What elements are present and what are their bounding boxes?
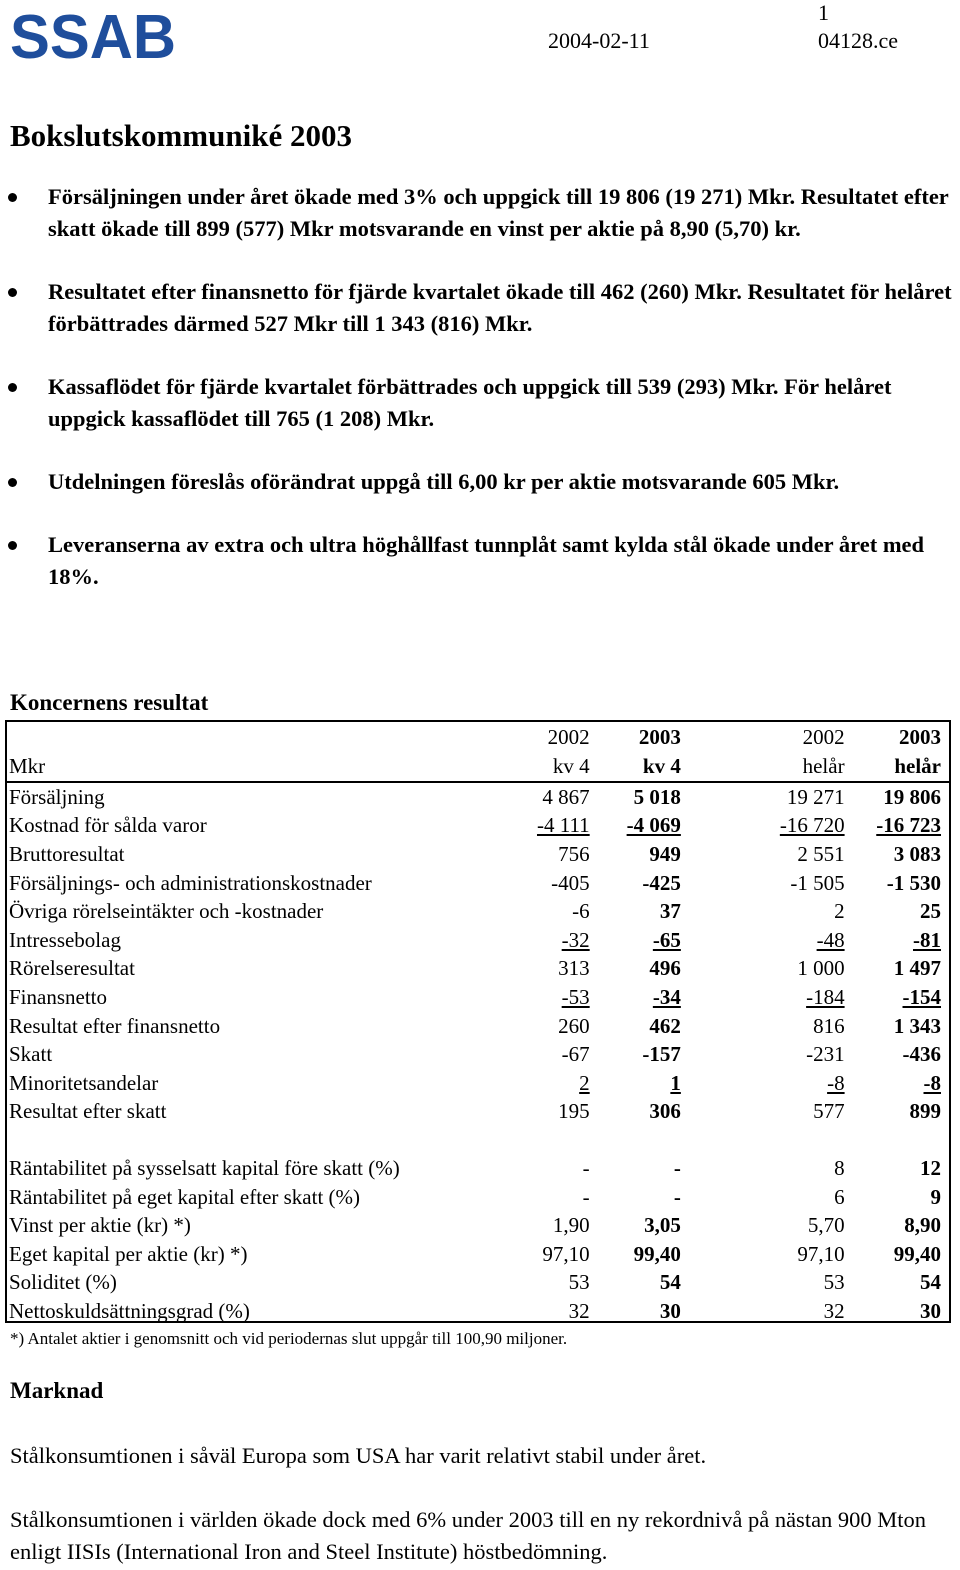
value-text: 12	[920, 1156, 941, 1181]
value-text: -32	[561, 927, 590, 952]
row-label-text: Soliditet (%)	[9, 1270, 117, 1295]
value-cell	[598, 1240, 689, 1269]
value-text: 949	[649, 842, 681, 867]
value-cell	[689, 1268, 853, 1297]
table-row	[7, 840, 949, 869]
value-cell	[853, 1182, 949, 1211]
value-cell	[496, 1069, 598, 1098]
row-label	[7, 782, 496, 812]
row-label-text: Finansnetto	[9, 985, 107, 1010]
value-cell	[496, 1040, 598, 1069]
value-text: -	[582, 1184, 590, 1209]
value-text: -48	[816, 927, 845, 952]
document-date: 2004-02-11	[548, 28, 650, 53]
ssab-logo	[10, 6, 178, 64]
value-cell	[853, 1268, 949, 1297]
header-cell: kv 4	[496, 752, 598, 782]
table-header-row	[7, 752, 949, 782]
header-cell: helår	[689, 752, 853, 782]
value-text: 37	[659, 899, 681, 924]
header-cell: kv 4	[598, 752, 689, 782]
highlight-item: Kassaflödet för fjärde kvartalet förbättrades och uppgick till 539 (293) Mkr. För helåret uppgick kassaflödet till 765 (1 208) Mkr.	[0, 371, 960, 435]
value-cell	[689, 782, 853, 812]
value-cell	[853, 1040, 949, 1069]
value-text: -154	[902, 985, 941, 1010]
row-label	[7, 1097, 496, 1126]
value-text: -34	[652, 985, 681, 1010]
table-row	[7, 1011, 949, 1040]
table-spacer-row	[7, 1126, 949, 1154]
value-text: 306	[649, 1099, 681, 1124]
value-text: 53	[568, 1270, 590, 1295]
value-cell	[598, 1211, 689, 1240]
row-label	[7, 1011, 496, 1040]
value-cell	[496, 1240, 598, 1269]
value-text: 5 018	[633, 784, 681, 809]
value-cell	[598, 811, 689, 840]
value-cell	[496, 811, 598, 840]
row-label	[7, 983, 496, 1012]
table-row	[7, 1240, 949, 1269]
value-text: -425	[642, 870, 681, 895]
table-row	[7, 782, 949, 812]
value-text: 3 083	[893, 842, 941, 867]
value-text: -184	[806, 985, 845, 1010]
value-cell	[598, 1268, 689, 1297]
value-cell	[598, 1011, 689, 1040]
table-row	[7, 897, 949, 926]
market-heading: Marknad	[10, 1378, 104, 1403]
value-cell	[689, 868, 853, 897]
value-text: 899	[909, 1099, 941, 1124]
value-text: 19 806	[883, 784, 941, 809]
value-cell	[598, 954, 689, 983]
header-cell: 2003	[638, 725, 681, 749]
value-text: 9	[930, 1184, 941, 1209]
results-table-box	[5, 720, 951, 1323]
row-label-text: Kostnad för sålda varor	[9, 813, 207, 838]
value-cell	[496, 1211, 598, 1240]
ratio-rows	[7, 1154, 949, 1326]
value-text: -405	[551, 870, 590, 895]
value-cell	[496, 1011, 598, 1040]
value-text: 97,10	[542, 1241, 590, 1266]
row-label	[7, 1154, 496, 1183]
table-row	[7, 868, 949, 897]
row-label	[7, 1040, 496, 1069]
value-cell	[598, 1154, 689, 1183]
svg-text:SSAB: SSAB	[10, 6, 176, 64]
value-cell	[689, 1069, 853, 1098]
row-label	[7, 1069, 496, 1098]
market-paragraph: Stålkonsumtionen i såväl Europa som USA har varit relativt stabil under året.	[10, 1443, 707, 1468]
row-label	[7, 1240, 496, 1269]
value-text: 30	[659, 1298, 681, 1323]
row-label-text: Intressebolag	[9, 927, 121, 952]
value-text: -8	[923, 1070, 941, 1095]
value-cell	[689, 840, 853, 869]
value-text: 32	[823, 1298, 845, 1323]
value-cell	[496, 1297, 598, 1326]
row-label-text: Eget kapital per aktie (kr) *)	[9, 1241, 248, 1266]
table-row	[7, 983, 949, 1012]
value-text: 53	[823, 1270, 845, 1295]
value-cell	[853, 983, 949, 1012]
value-cell	[598, 983, 689, 1012]
value-cell	[689, 1154, 853, 1183]
value-cell	[689, 926, 853, 955]
value-text: -	[582, 1156, 590, 1181]
row-label-text: Försäljning	[9, 784, 105, 809]
results-heading: Koncernens resultat	[10, 690, 209, 715]
table-row	[7, 811, 949, 840]
value-cell	[689, 1211, 853, 1240]
value-cell	[853, 1211, 949, 1240]
document-id: 04128.ce	[818, 28, 899, 53]
table-row	[7, 1182, 949, 1211]
value-cell	[853, 1154, 949, 1183]
value-cell	[689, 1097, 853, 1126]
value-text: 99,40	[633, 1241, 681, 1266]
value-text: -81	[913, 927, 941, 952]
value-text: -65	[652, 927, 681, 952]
value-text: -1 530	[886, 870, 941, 895]
value-cell	[598, 1069, 689, 1098]
value-text: 313	[558, 956, 590, 981]
value-cell	[853, 840, 949, 869]
value-text: 6	[834, 1184, 845, 1209]
value-text: 1 000	[797, 956, 845, 981]
value-cell	[853, 782, 949, 812]
row-label-text: Räntabilitet på eget kapital efter skatt (%)	[9, 1184, 361, 1209]
value-text: -231	[806, 1042, 845, 1067]
row-label-text: Resultat efter skatt	[9, 1099, 167, 1124]
value-cell	[853, 926, 949, 955]
results-rows	[7, 782, 949, 1126]
row-label	[7, 1297, 496, 1326]
value-text: 99,40	[893, 1241, 941, 1266]
table-row	[7, 1297, 949, 1326]
value-text: -4 069	[626, 813, 681, 838]
value-text: 30	[920, 1298, 941, 1323]
header-cell: 2002	[547, 725, 590, 749]
row-label	[7, 897, 496, 926]
row-label	[7, 811, 496, 840]
highlights-list	[0, 181, 960, 624]
value-cell	[853, 868, 949, 897]
value-cell	[689, 1240, 853, 1269]
value-text: 496	[649, 956, 681, 981]
value-cell	[496, 1182, 598, 1211]
value-text: -53	[561, 985, 590, 1010]
value-cell	[598, 782, 689, 812]
value-cell	[689, 1011, 853, 1040]
row-label	[7, 1182, 496, 1211]
value-cell	[496, 1154, 598, 1183]
value-text: 32	[568, 1298, 590, 1323]
value-cell	[598, 926, 689, 955]
row-label-text: Räntabilitet på sysselsatt kapital före skatt (%)	[9, 1156, 400, 1181]
highlight-item: Försäljningen under året ökade med 3% och uppgick till 19 806 (19 271) Mkr. Resultatet efter skatt ökade till 899 (577) Mkr motsvarande en vinst per aktie på 8,90 (5,70) kr.	[0, 181, 960, 245]
value-text: -157	[642, 1042, 681, 1067]
value-text: 1,90	[552, 1213, 590, 1238]
value-text: 195	[558, 1099, 590, 1124]
results-table	[7, 722, 949, 1325]
value-text: -	[673, 1184, 681, 1209]
value-text: -67	[561, 1042, 590, 1067]
header-cell: 2002	[802, 725, 845, 749]
header-cell	[7, 722, 496, 752]
row-label	[7, 1268, 496, 1297]
value-cell	[496, 897, 598, 926]
value-text: 8	[834, 1156, 845, 1181]
value-cell	[689, 811, 853, 840]
value-text: -6	[572, 899, 590, 924]
value-cell	[496, 782, 598, 812]
value-text: 54	[920, 1270, 941, 1295]
table-row	[7, 1097, 949, 1126]
value-text: -1 505	[790, 870, 845, 895]
value-cell	[689, 954, 853, 983]
table-header-row	[7, 722, 949, 752]
value-text: -8	[827, 1070, 845, 1095]
value-text: -16 720	[779, 813, 845, 838]
value-text: 577	[813, 1099, 845, 1124]
value-text: 1	[670, 1070, 681, 1095]
table-row	[7, 1040, 949, 1069]
value-text: 3,05	[644, 1213, 681, 1238]
value-text: 816	[813, 1013, 845, 1038]
value-cell	[853, 1297, 949, 1326]
row-label-text: Nettoskuldsättningsgrad (%)	[9, 1298, 250, 1323]
ssab-logo-icon	[10, 6, 178, 64]
row-label	[7, 868, 496, 897]
value-cell	[689, 897, 853, 926]
value-cell	[853, 1097, 949, 1126]
value-cell	[689, 983, 853, 1012]
row-label	[7, 840, 496, 869]
row-label-text: Övriga rörelseintäkter och -kostnader	[9, 899, 324, 924]
value-cell	[853, 1069, 949, 1098]
row-label	[7, 926, 496, 955]
value-cell	[853, 1240, 949, 1269]
row-label-text: Minoritetsandelar	[9, 1070, 159, 1095]
value-cell	[598, 1097, 689, 1126]
table-row	[7, 926, 949, 955]
row-label-text: Resultat efter finansnetto	[9, 1013, 221, 1038]
value-cell	[598, 840, 689, 869]
highlight-item: Resultatet efter finansnetto för fjärde kvartalet ökade till 462 (260) Mkr. Resultatet för helåret förbättrades därmed 527 Mkr till 1 343 (816) Mkr.	[0, 276, 960, 340]
value-cell	[496, 840, 598, 869]
value-text: 756	[558, 842, 590, 867]
page-title: Bokslutskommuniké 2003	[10, 118, 352, 153]
table-row	[7, 954, 949, 983]
value-cell	[496, 954, 598, 983]
value-text: -4 111	[536, 813, 590, 838]
value-text: -16 723	[876, 813, 941, 838]
value-cell	[689, 1182, 853, 1211]
value-text: 462	[649, 1013, 681, 1038]
value-cell	[853, 1011, 949, 1040]
value-text: 1 343	[893, 1013, 941, 1038]
market-paragraph: Stålkonsumtionen i världen ökade dock med 6% under 2003 till en ny rekordnivå på nästan 900 Mton enligt IISIs (International Iron and Steel Institute) höstbedömning.	[10, 1507, 927, 1564]
row-label	[7, 954, 496, 983]
value-cell	[853, 811, 949, 840]
value-text: 2 551	[797, 842, 845, 867]
header-cell: Mkr	[7, 752, 496, 782]
value-cell	[598, 1040, 689, 1069]
highlight-item: Utdelningen föreslås oförändrat uppgå till 6,00 kr per aktie motsvarande 605 Mkr.	[0, 466, 960, 498]
table-row	[7, 1154, 949, 1183]
value-text: 4 867	[542, 784, 590, 809]
value-text: -	[673, 1156, 681, 1181]
row-label-text: Vinst per aktie (kr) *)	[9, 1213, 191, 1238]
value-cell	[598, 897, 689, 926]
value-text: -436	[902, 1042, 941, 1067]
value-text: 260	[558, 1013, 590, 1038]
value-cell	[689, 1040, 853, 1069]
value-cell	[598, 1297, 689, 1326]
table-footnote: *) Antalet aktier i genomsnitt och vid periodernas slut uppgår till 100,90 miljoner.	[10, 1329, 568, 1348]
table-row	[7, 1069, 949, 1098]
table-row	[7, 1268, 949, 1297]
page-number: 1	[818, 0, 829, 25]
value-text: 25	[920, 899, 941, 924]
table-row	[7, 1211, 949, 1240]
value-text: 8,90	[904, 1213, 941, 1238]
value-text: 19 271	[786, 784, 845, 809]
value-cell	[853, 897, 949, 926]
value-cell	[496, 1268, 598, 1297]
value-text: 97,10	[797, 1241, 845, 1266]
value-text: 2	[834, 899, 845, 924]
highlight-item: Leveranserna av extra och ultra höghållfast tunnplåt samt kylda stål ökade under året med 18%.	[0, 529, 960, 593]
value-cell	[853, 954, 949, 983]
value-cell	[496, 868, 598, 897]
value-text: 5,70	[807, 1213, 845, 1238]
value-cell	[496, 926, 598, 955]
value-cell	[496, 1097, 598, 1126]
row-label	[7, 1211, 496, 1240]
row-label-text: Bruttoresultat	[9, 842, 125, 867]
row-label-text: Försäljnings- och administrationskostnader	[9, 870, 372, 895]
value-text: 2	[579, 1070, 590, 1095]
value-text: 1 497	[893, 956, 941, 981]
row-label-text: Rörelseresultat	[9, 956, 135, 981]
value-cell	[689, 1297, 853, 1326]
header-cell: helår	[853, 752, 949, 782]
value-cell	[598, 1182, 689, 1211]
row-label-text: Skatt	[9, 1042, 53, 1067]
value-text: 54	[659, 1270, 681, 1295]
header-cell: 2003	[899, 725, 941, 749]
value-cell	[496, 983, 598, 1012]
value-cell	[598, 868, 689, 897]
